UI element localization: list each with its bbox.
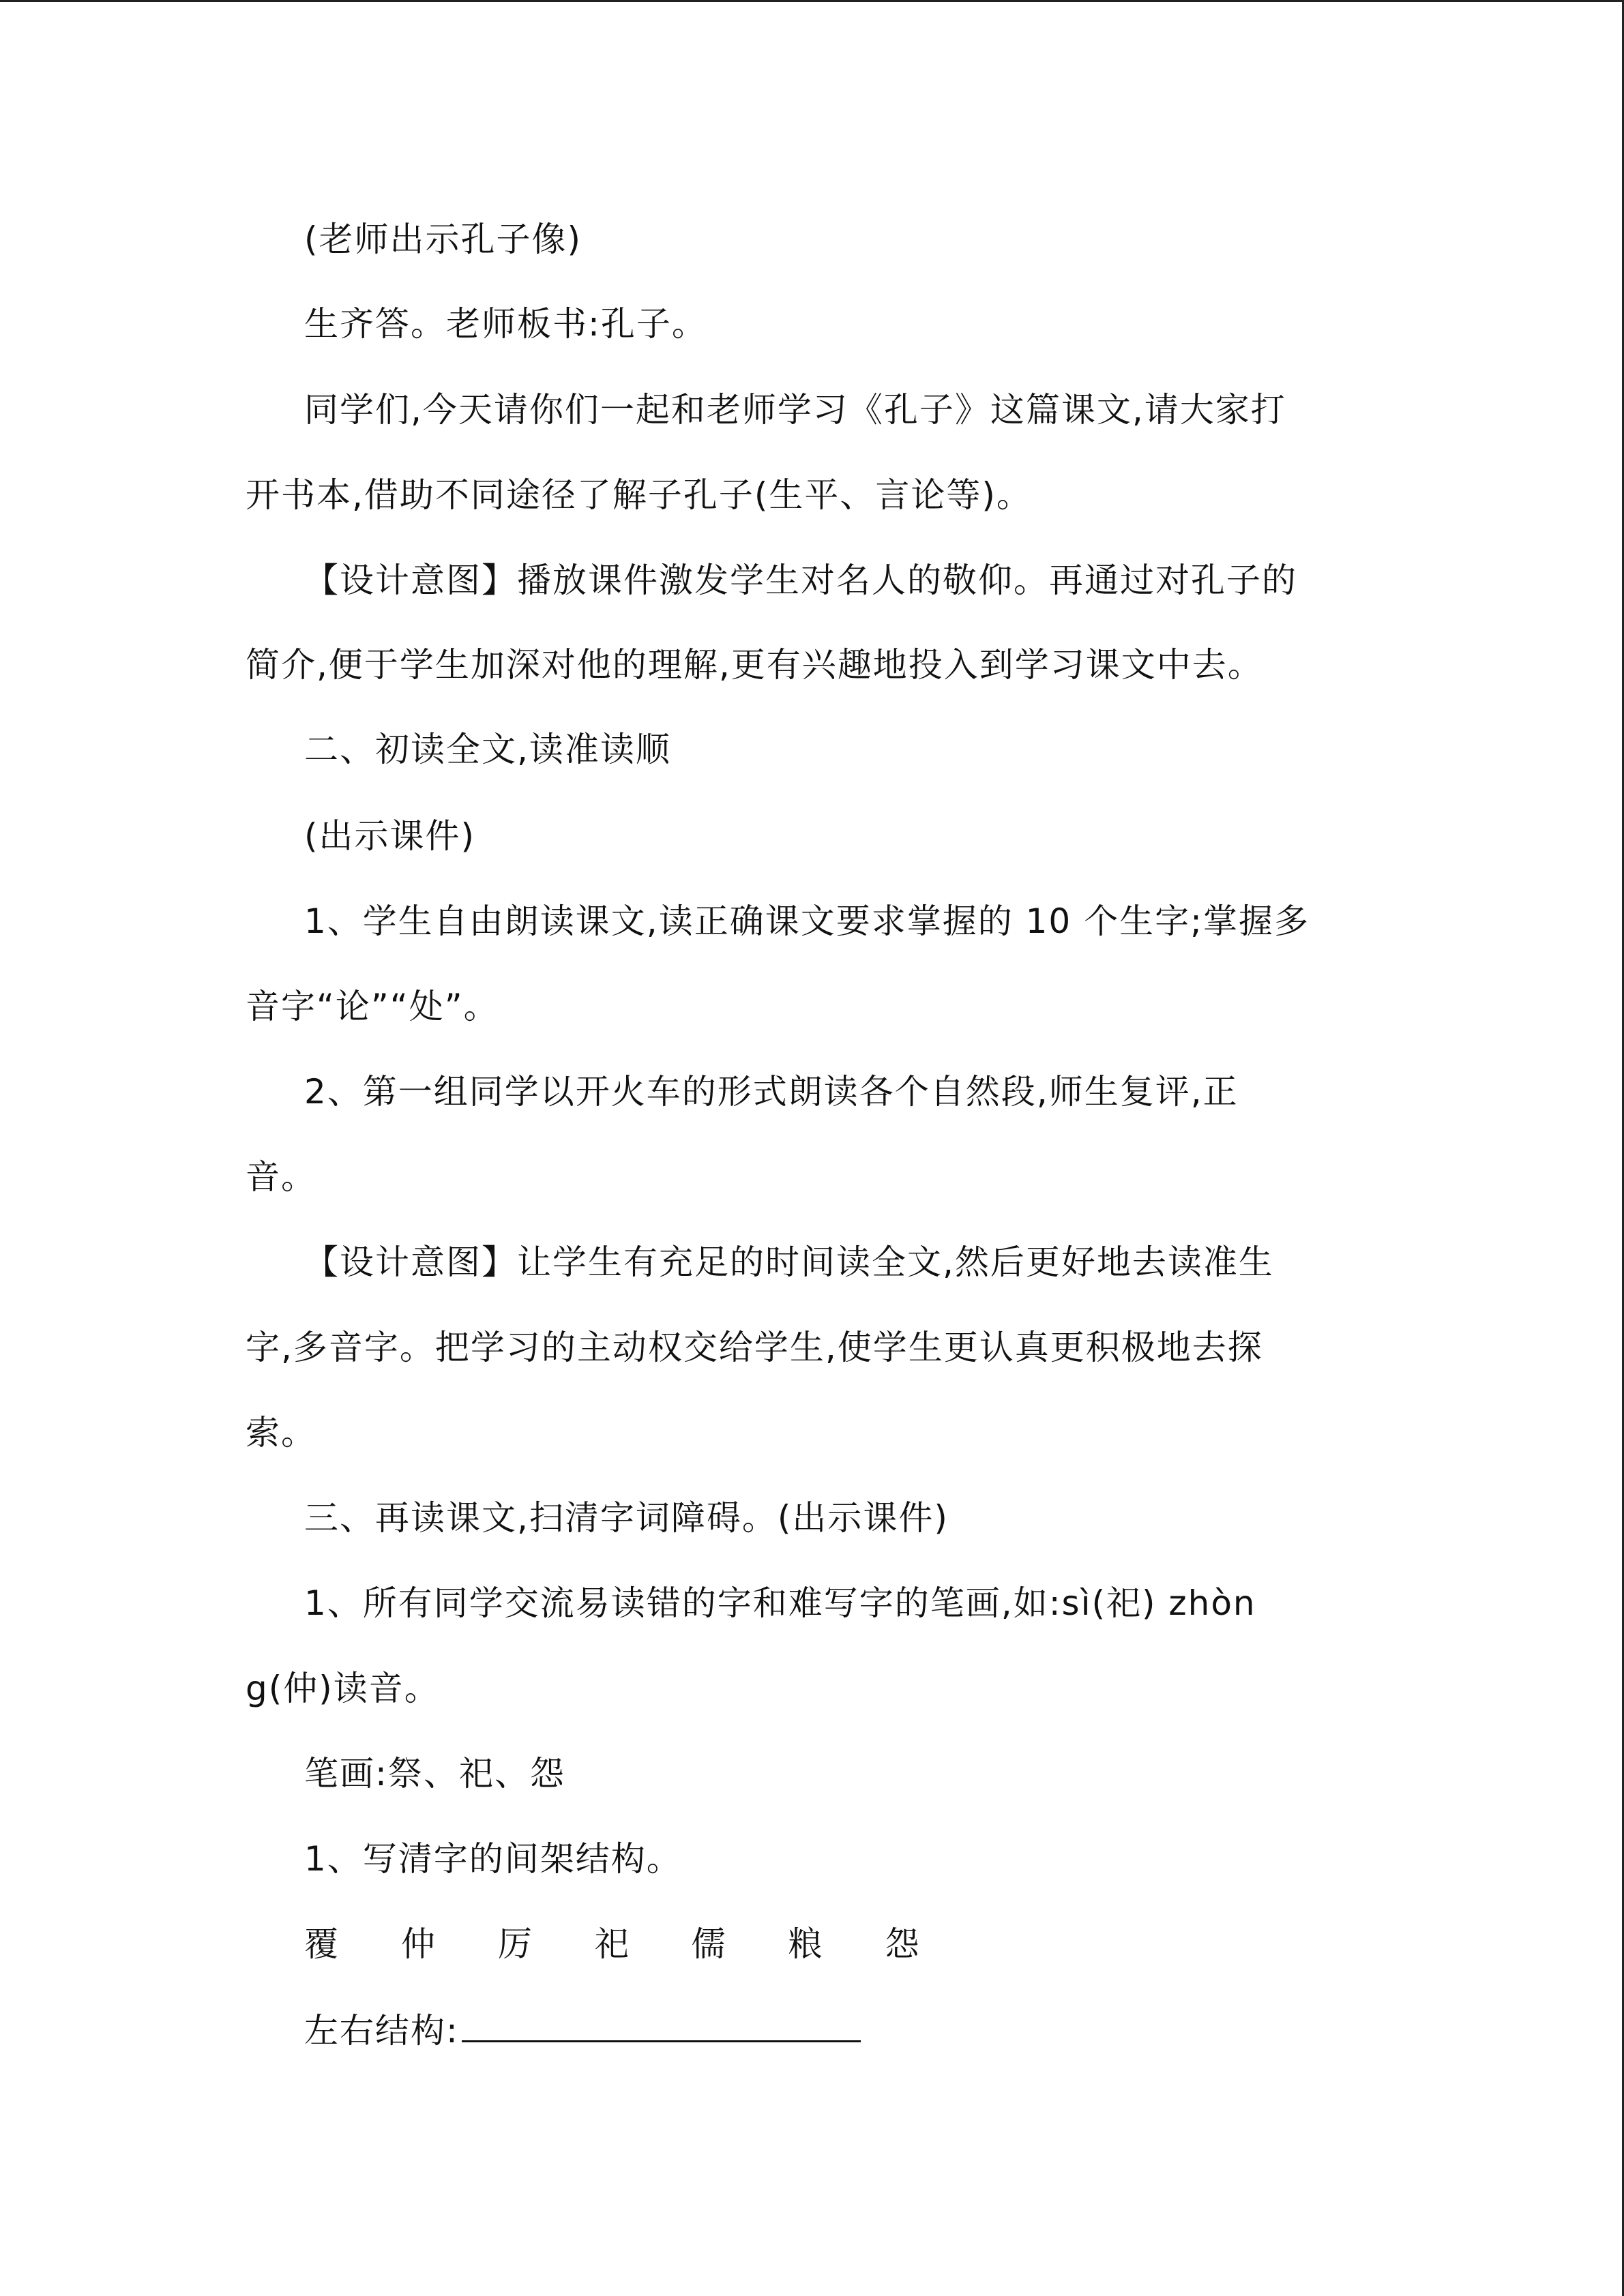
paragraph-design-intent-1-line-1: 【设计意图】播放课件激发学生对名人的敬仰。再通过对孔子的	[304, 561, 1297, 600]
section-heading-2: 二、初读全文,读准读顺	[304, 730, 671, 769]
paragraph-students-answer: 生齐答。老师板书:孔子。	[304, 304, 707, 344]
character-item: 仲	[400, 1924, 437, 1964]
paragraph-intro-line-1: 同学们,今天请你们一起和老师学习《孔子》这篇课文,请大家打	[304, 390, 1286, 430]
paragraph-teacher-shows-portrait: (老师出示孔子像)	[304, 220, 582, 259]
paragraph-strokes: 笔画:祭、祀、怨	[304, 1754, 565, 1793]
section-heading-3: 三、再读课文,扫清字词障碍。(出示课件)	[304, 1498, 949, 1538]
paragraph-show-courseware-1: (出示课件)	[304, 816, 476, 856]
character-item: 祀	[594, 1924, 630, 1964]
paragraph-intro-line-2: 开书本,借助不同途径了解子孔子(生平、言论等)。	[246, 475, 1032, 515]
paragraph-step-3-line-1: 1、所有同学交流易读错的字和难写字的笔画,如:sì(祀) zhòn	[304, 1583, 1256, 1623]
character-item: 儒	[691, 1924, 727, 1964]
character-item: 覆	[304, 1924, 340, 1964]
paragraph-step-2-line-1: 2、第一组同学以开火车的形式朗读各个自然段,师生复评,正	[304, 1072, 1239, 1112]
character-list	[304, 1924, 969, 1965]
paragraph-design-intent-2-line-3: 索。	[246, 1413, 316, 1452]
structure-label: 左右结构:	[304, 2011, 459, 2051]
structure-answer-blank[interactable]	[462, 2009, 861, 2042]
paragraph-step-1-line-1: 1、学生自由朗读课文,读正确课文要求掌握的 10 个生字;掌握多	[304, 901, 1310, 941]
paragraph-step-1-line-2: 音字“论”“处”。	[246, 987, 499, 1026]
paragraph-step-2-line-2: 音。	[246, 1157, 316, 1197]
character-item: 粮	[788, 1924, 824, 1964]
paragraph-step-3-line-2: g(仲)读音。	[246, 1669, 440, 1708]
paragraph-design-intent-1-line-2: 简介,便于学生加深对他的理解,更有兴趣地投入到学习课文中去。	[246, 645, 1263, 685]
structure-fill-row	[304, 2009, 861, 2051]
character-item: 怨	[885, 1924, 921, 1964]
paragraph-write-structure: 1、写清字的间架结构。	[304, 1839, 682, 1879]
paragraph-design-intent-2-line-1: 【设计意图】让学生有充足的时间读全文,然后更好地去读准生	[304, 1242, 1274, 1282]
paragraph-design-intent-2-line-2: 字,多音字。把学习的主动权交给学生,使学生更认真更积极地去探	[246, 1328, 1263, 1367]
character-item: 厉	[497, 1924, 533, 1964]
